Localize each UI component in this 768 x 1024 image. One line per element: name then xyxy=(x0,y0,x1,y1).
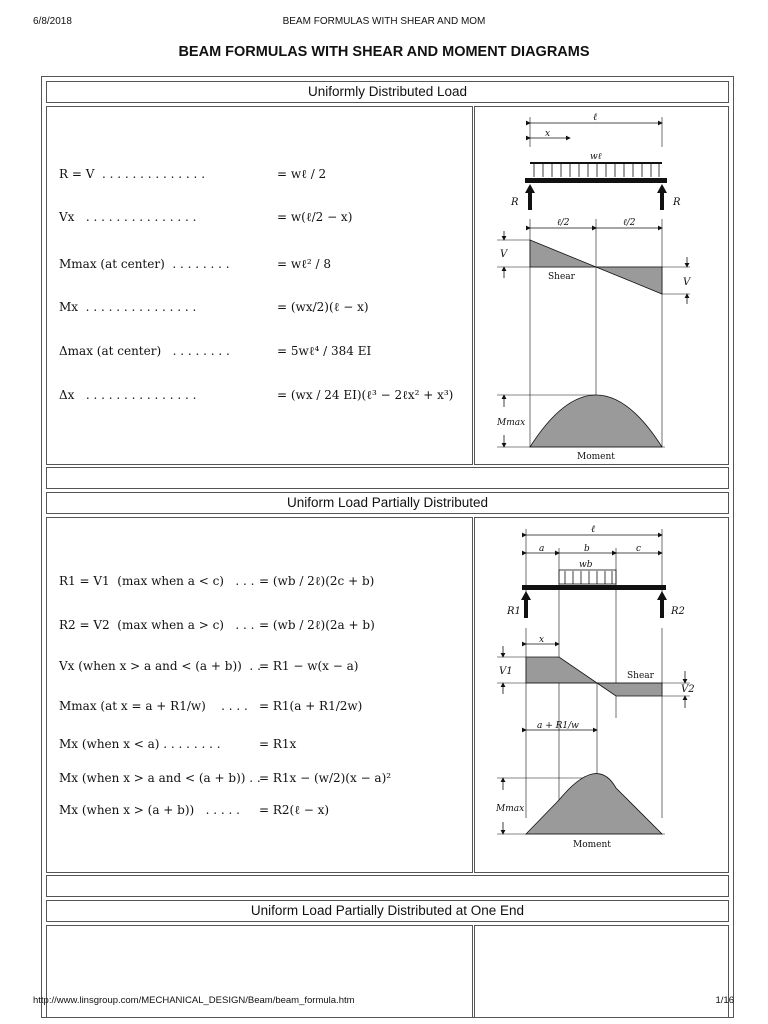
formulas-uniform-load xyxy=(46,106,473,465)
c-label: c xyxy=(636,544,642,554)
print-title: BEAM FORMULAS WITH SHEAR AND MOM xyxy=(282,16,486,27)
formula-row: Vx . . . . . . . . . . . . . . . = w(ℓ/2 − x) xyxy=(59,210,353,224)
print-header xyxy=(0,16,768,30)
shear-area-positive xyxy=(526,657,597,683)
formula-row: Mx (when x > (a + b)) . . . . . = R2(ℓ − x) xyxy=(59,803,330,817)
right-reaction-label: R xyxy=(673,197,681,208)
left-reaction-arrow xyxy=(521,591,531,618)
x-label: x xyxy=(545,129,551,139)
left-reaction-arrow xyxy=(525,184,535,210)
print-footer xyxy=(0,995,768,1007)
formula-row: Vx (when x > a and < (a + b)) . . = R1 − w(x − a) xyxy=(59,659,359,673)
right-reaction-label: R2 xyxy=(671,606,685,617)
formula-row: Δmax (at center) . . . . . . . . = 5wℓ⁴ / 384 EI xyxy=(59,344,372,358)
load-label: wℓ xyxy=(590,152,602,162)
moment-curve xyxy=(526,774,662,834)
shear-v-left: V xyxy=(500,249,508,260)
formula-row: R1 = V1 (max when a < c) . . . = (wb / 2ℓ)(2c + b) xyxy=(59,574,375,588)
formula-row: Mx (when x < a) . . . . . . . . = R1x xyxy=(59,737,297,751)
moment-curve xyxy=(530,395,662,447)
left-reaction-label: R1 xyxy=(507,606,521,617)
shear-area-negative xyxy=(596,267,662,294)
formula-table xyxy=(41,76,734,1018)
span-label: ℓ xyxy=(591,524,596,535)
section-title-partial-load: Uniform Load Partially Distributed xyxy=(46,492,729,514)
b-label: b xyxy=(584,544,590,554)
beam-diagram-uniform xyxy=(475,107,728,464)
x-label: x xyxy=(539,635,545,645)
moment-label: Moment xyxy=(577,452,615,462)
mmax-label: Mmax xyxy=(497,418,526,428)
span-label: ℓ xyxy=(593,112,598,123)
left-reaction-label: R xyxy=(511,197,519,208)
right-reaction-arrow xyxy=(657,184,667,210)
shear-label: Shear xyxy=(627,671,654,681)
section-title-one-end-load: Uniform Load Partially Distributed at One End xyxy=(46,900,729,922)
shear-v1: V1 xyxy=(499,666,513,677)
beam xyxy=(525,178,667,183)
source-url[interactable]: http://www.linsgroup.com/MECHANICAL_DESIGN/Beam/beam_formula.htm xyxy=(33,995,355,1006)
shear-area-negative xyxy=(597,683,662,696)
beam-diagram-partial xyxy=(475,518,728,872)
formula-row: R2 = V2 (max when a > c) . . . = (wb / 2ℓ)(2a + b) xyxy=(59,618,375,632)
shear-v2: V2 xyxy=(681,684,695,695)
beam xyxy=(522,585,666,590)
formula-row: Mmax (at x = a + R1/w) . . . . = R1(a + R1/2w) xyxy=(59,699,363,713)
half-span-left: ℓ/2 xyxy=(557,218,570,228)
shear-v-right: V xyxy=(683,277,691,288)
moment-label: Moment xyxy=(573,840,611,850)
diagram-uniform-load xyxy=(474,106,729,465)
offset-label: a + R1/w xyxy=(537,721,579,731)
formula-row: Mmax (at center) . . . . . . . . = wℓ² / 8 xyxy=(59,257,332,271)
formula-row: Mx (when x > a and < (a + b)) . . = R1x − (w/2)(x − a)² xyxy=(59,771,392,785)
spacer-row xyxy=(46,875,729,897)
print-date: 6/8/2018 xyxy=(33,16,72,27)
formulas-partial-load xyxy=(46,517,473,873)
mmax-label: Mmax xyxy=(496,804,525,814)
partial-load-block xyxy=(559,570,616,584)
formula-row: Δx . . . . . . . . . . . . . . . = (wx / 24 EI)(ℓ³ − 2ℓx² + x³) xyxy=(59,388,454,402)
section-title-uniform-load: Uniformly Distributed Load xyxy=(46,81,729,103)
diagram-partial-load xyxy=(474,517,729,873)
document-title: BEAM FORMULAS WITH SHEAR AND MOMENT DIAGRAMS xyxy=(178,44,590,60)
a-label: a xyxy=(539,544,545,554)
formula-row: R = V . . . . . . . . . . . . . . = wℓ / 2 xyxy=(59,167,327,181)
page-number: 1/16 xyxy=(715,995,734,1006)
half-span-right: ℓ/2 xyxy=(623,218,636,228)
distributed-load-arrows xyxy=(534,164,659,177)
shear-label: Shear xyxy=(548,272,575,282)
right-reaction-arrow xyxy=(657,591,667,618)
formula-row: Mx . . . . . . . . . . . . . . . = (wx/2)(ℓ − x) xyxy=(59,300,369,314)
shear-area-positive xyxy=(530,240,596,267)
load-label: wb xyxy=(579,560,593,570)
spacer-row xyxy=(46,467,729,489)
